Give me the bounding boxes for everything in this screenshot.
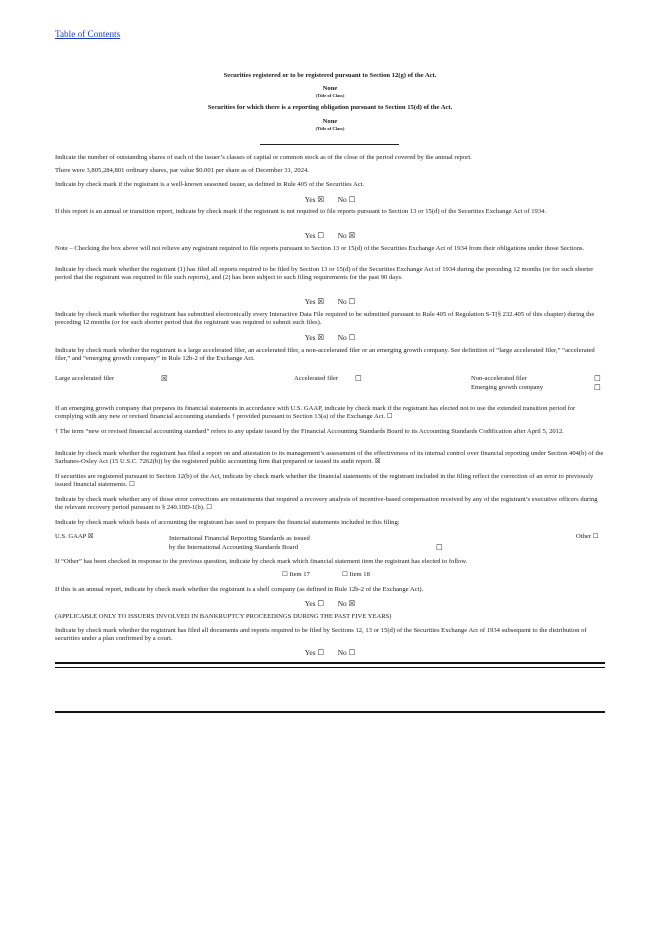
- filed-all-yesno: [55, 297, 605, 307]
- ifrs-checkbox[interactable]: ☐: [436, 543, 443, 552]
- error-correction-question: If securities are registered pursuant to Section 12(b) of the Act, indicate by check mark whether the financial statements of the registrant included in the filing reflect the correction of an error to previously issued financial statements. ☐: [55, 473, 594, 489]
- item-18-option[interactable]: ☐ Item 18: [342, 571, 370, 578]
- not-required-no-checkbox[interactable]: No ☒: [337, 231, 356, 240]
- bankruptcy-question: Indicate by check mark whether the registrant has filed all documents and reports required to be filed by Sections 12, 13 or 15(d) of the Securities Exchange Act of 1934 subsequent to the distribution of securities under a plan confirmed by a court.: [55, 627, 587, 643]
- filed-all-no-checkbox[interactable]: No ☐: [337, 297, 356, 306]
- interactive-data-yesno: [55, 333, 605, 343]
- icfr-question: Indicate by check mark whether the registrant has filed a report on and attestation to its management’s assessment of the effectiveness of its internal control over financial reporting under Section 404(b) of the Sarbanes-Oxley Act (15 U.S.C. 7262(b)) by the registered public accounting firm that prepared or issued its audit report. ☒: [55, 450, 604, 466]
- interactive-yes-checkbox[interactable]: Yes ☒: [304, 333, 325, 342]
- accelerated-filer-label: Accelerated filer: [294, 375, 339, 382]
- divider-thick-bottom: [55, 711, 605, 713]
- non-accelerated-filer-checkbox[interactable]: ☐: [594, 374, 601, 383]
- divider-thick-top: [55, 662, 605, 664]
- large-accelerated-filer-label: Large accelerated filer: [55, 375, 115, 382]
- note-paragraph: Note – Checking the box above will not relieve any registrant required to file reports pursuant to Section 13 or 15(d) of the Securities Exchange Act of 1934 from their obligations under those Sections.: [55, 245, 585, 252]
- not-required-yesno: [55, 231, 605, 241]
- divider-short: [260, 144, 399, 145]
- outstanding-shares-value: There were 3,805,284,801 ordinary shares, par value $0.001 per share as of December 31, 2024.: [55, 167, 309, 174]
- restatement-question: Indicate by check mark whether any of those error corrections are restatements that required a recovery analysis of incentive-based compensation received by any of the registrant’s executive officers during the relevant recovery period pursuant to § 240.10D-1(b). ☐: [55, 496, 598, 512]
- filed-all-question: Indicate by check mark whether the registrant (1) has filed all reports required to be filed by Section 13 or 15(d) of the Securities Exchange Act of 1934 during the preceding 12 months (or for such shorter period that the registrant was required to file such reports), and (2) has been subject to such filing requirements for the past 90 days.: [55, 266, 594, 282]
- ifrs-label-line2: by the International Accounting Standards Board: [169, 544, 299, 551]
- other-item-question: If “Other” has been checked in response to the previous question, indicate by check mark which financial statement item the registrant has elected to follow.: [55, 558, 468, 565]
- table-of-contents-link[interactable]: Table of Contents: [55, 29, 121, 39]
- interactive-no-checkbox[interactable]: No ☐: [337, 333, 356, 342]
- accounting-basis-question: Indicate by check mark which basis of accounting the registrant has used to prepare the financial statements included in this filing:: [55, 519, 400, 526]
- section-12g-caption: (Title of Class): [315, 93, 345, 98]
- section-15d-heading: Securities for which there is a reporting obligation pursuant to Section 15(d) of the Act.: [207, 104, 453, 111]
- not-required-yes-checkbox[interactable]: Yes ☐: [304, 231, 325, 240]
- bankruptcy-yesno: [55, 648, 605, 658]
- wksi-no-checkbox[interactable]: No ☐: [337, 195, 356, 204]
- wksi-yes-checkbox[interactable]: Yes ☒: [304, 195, 325, 204]
- wksi-question: Indicate by check mark if the registrant is a well-known seasoned issuer, as defined in Rule 405 of the Securities Act.: [55, 181, 365, 188]
- non-accelerated-filer-label: Non-accelerated filer: [471, 375, 527, 382]
- egc-checkbox[interactable]: ☐: [594, 383, 601, 392]
- section-15d-caption: (Title of Class): [315, 126, 345, 131]
- interactive-data-question: Indicate by check mark whether the registrant has submitted electronically every Interactive Data File required to be submitted pursuant to Rule 405 of Regulation S-T(§ 232.405 of this chapter) during the preceding 12 months (or for such shorter period that the registrant was required to submit such files).: [55, 311, 595, 327]
- large-accelerated-filer-checkbox[interactable]: ☒: [161, 374, 168, 383]
- section-15d-value: None: [322, 118, 338, 125]
- bankruptcy-no-checkbox[interactable]: No ☐: [337, 648, 356, 657]
- shell-yes-checkbox[interactable]: Yes ☐: [304, 599, 325, 608]
- bankruptcy-heading: (APPLICABLE ONLY TO ISSUERS INVOLVED IN BANKRUPTCY PROCEEDINGS DURING THE PAST FIVE YEARS): [55, 613, 392, 620]
- divider-thin: [55, 667, 605, 668]
- other-basis-option[interactable]: Other ☐: [576, 533, 599, 540]
- outstanding-shares-intro: Indicate the number of outstanding shares of each of the issuer’s classes of capital or common stock as of the close of the period covered by the annual report.: [55, 154, 472, 161]
- egc-label: Emerging growth company: [471, 384, 544, 391]
- shell-company-yesno: [55, 599, 605, 609]
- us-gaap-option[interactable]: U.S. GAAP ☒: [55, 533, 94, 540]
- bankruptcy-yes-checkbox[interactable]: Yes ☐: [304, 648, 325, 657]
- shell-company-question: If this is an annual report, indicate by check mark whether the registrant is a shell company (as defined in Rule 12b-2 of the Exchange Act).: [55, 586, 424, 593]
- section-12g-heading: Securities registered or to be registered pursuant to Section 12(g) of the Act.: [223, 72, 437, 79]
- egc-transition-question: If an emerging growth company that prepares its financial statements in accordance with U.S. GAAP, indicate by check mark if the registrant has elected not to use the extended transition period for complying with any new or revised financial accounting standards † provided pursuant to Section 13(a) of the Exchange Act. ☐: [55, 405, 576, 421]
- section-12g-value: None: [322, 85, 338, 92]
- ifrs-label-line1: International Financial Reporting Standards as issued: [169, 535, 310, 542]
- accelerated-filer-checkbox[interactable]: ☐: [355, 374, 362, 383]
- item-17-option[interactable]: ☐ Item 17: [282, 571, 310, 578]
- dagger-footnote: † The term “new or revised financial accounting standard” refers to any update issued by the Financial Accounting Standards Board to its Accounting Standards Codification after April 5, 2012.: [55, 428, 564, 435]
- filed-all-yes-checkbox[interactable]: Yes ☒: [304, 297, 325, 306]
- not-required-question: If this report is an annual or transition report, indicate by check mark if the registrant is not required to file reports pursuant to Section 13 or 15(d) of the Securities Exchange Act of 1934.: [55, 208, 547, 215]
- wksi-yesno: [55, 195, 605, 205]
- filer-status-question: Indicate by check mark whether the registrant is a large accelerated filer, an accelerated filer, a non-accelerated filer or an emerging growth company. See definition of “large accelerated filer,” “accelerated filer,” and “emerging growth company” in Rule 12b-2 of the Exchange Act.: [55, 347, 595, 363]
- shell-no-checkbox[interactable]: No ☒: [337, 599, 356, 608]
